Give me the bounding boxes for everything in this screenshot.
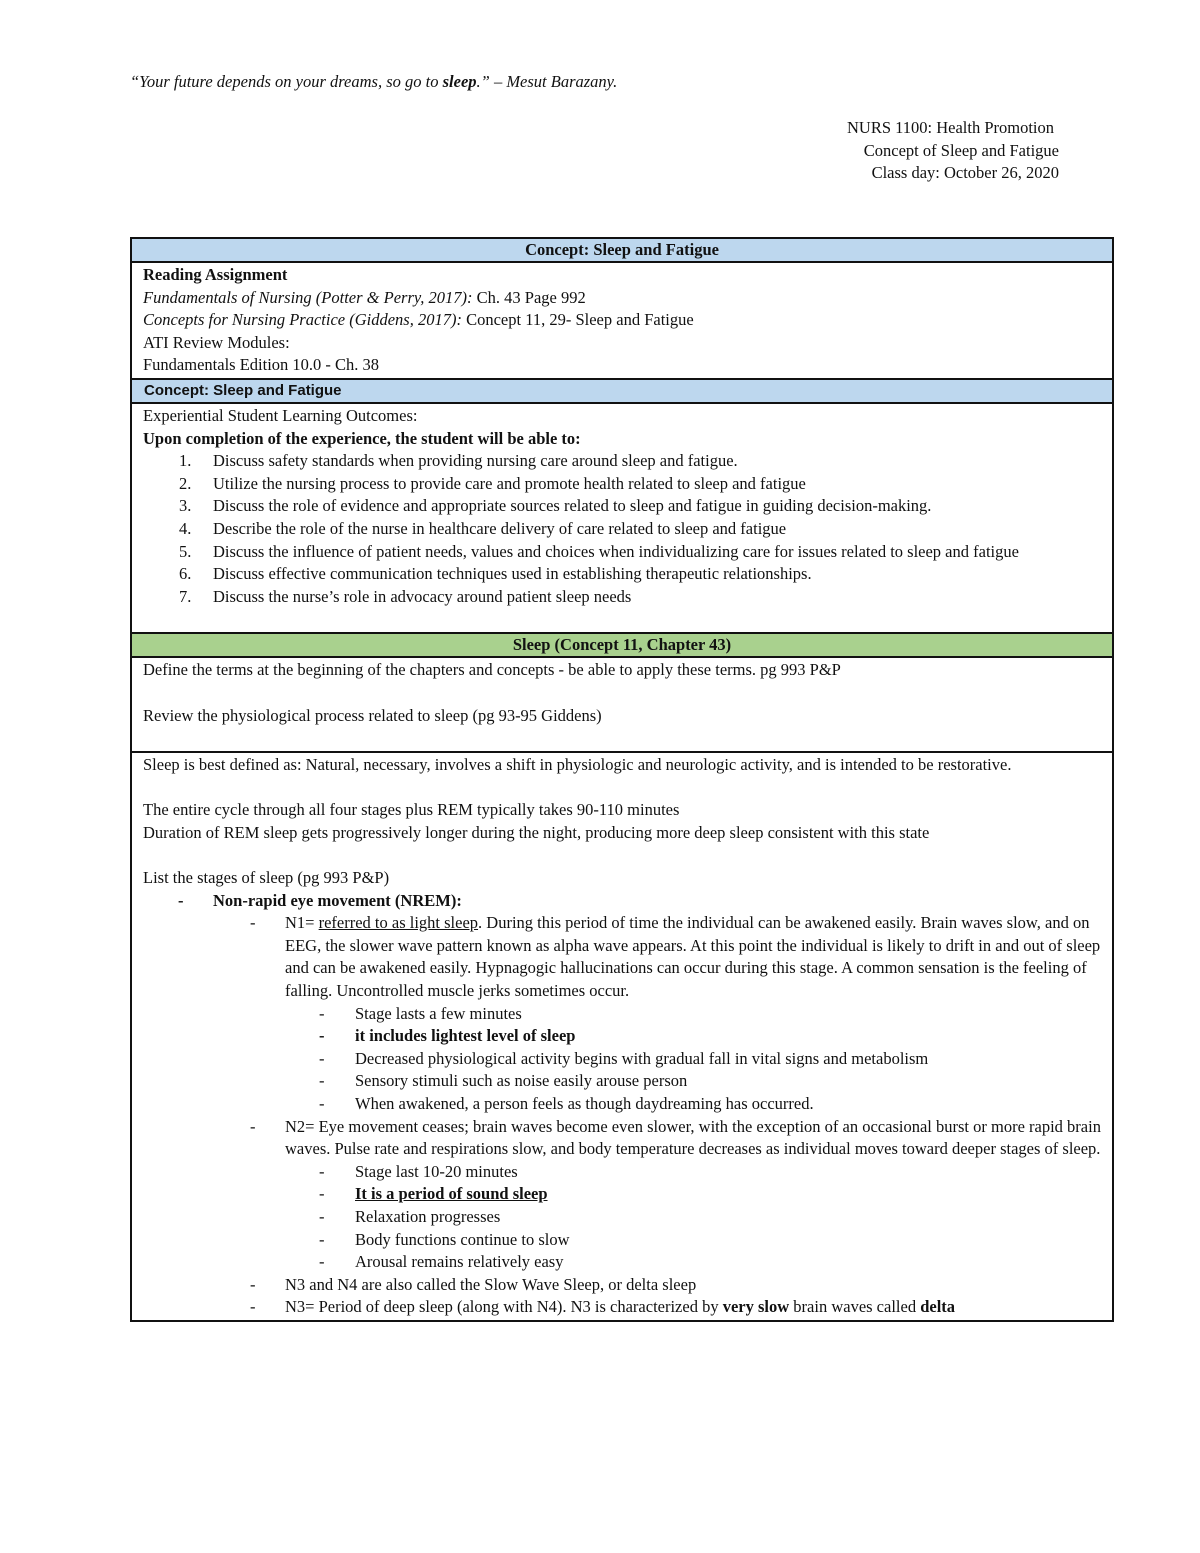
list-item: 2. Utilize the nursing process to provide care and promote health related to sleep and fatigue: [179, 473, 806, 493]
ati-modules: ATI Review Modules:: [143, 332, 290, 352]
list-item: - Body functions continue to slow: [319, 1229, 570, 1249]
section-header-outcomes: Concept: Sleep and Fatigue: [131, 379, 1113, 403]
list-item: - Relaxation progresses: [319, 1206, 501, 1226]
list-item: 3. Discuss the role of evidence and appropriate sources related to sleep and fatigue in guiding decision-making.: [179, 496, 932, 516]
section-header-sleep: Sleep (Concept 11, Chapter 43): [131, 633, 1113, 657]
course-header: [847, 117, 1059, 185]
nrem-heading: - Non-rapid eye movement (NREM):: [178, 890, 462, 910]
reading-ref-potter: Fundamentals of Nursing (Potter & Perry, 2017): Ch. 43 Page 992: [143, 287, 586, 307]
n3-paragraph: - N3= Period of deep sleep (along with N4). N3 is characterized by very slow brain waves called delta: [250, 1297, 956, 1317]
reading-assignment-title: Reading Assignment: [143, 265, 288, 284]
list-item: 6. Discuss effective communication techniques used in establishing therapeutic relationships.: [179, 564, 812, 584]
n3-n4-note: - N3 and N4 are also called the Slow Wave Sleep, or delta sleep: [250, 1274, 697, 1294]
sleep-stages-cell: [131, 752, 1113, 1321]
list-item: - It is a period of sound sleep: [319, 1184, 548, 1204]
outcomes-intro: Experiential Student Learning Outcomes:: [143, 405, 418, 425]
n1-paragraph: - N1= referred to as light sleep. During this period of time the individual can be awakened easily. Brain waves slow, and on EEG, the slower wave pattern known as alpha wave appears. At this point the individual is likely to drift in and out of sleep and can be awakened easily. Hypnagogic hallucinations can occur during this stage. A common sensation is the feeling of falling. Uncontrolled muscle jerks sometimes occur.: [250, 913, 1101, 1001]
terms-cell: [131, 657, 1113, 752]
list-item: 1. Discuss safety standards when providing nursing care around sleep and fatigue.: [179, 451, 738, 471]
epigraph-quote: “Your future depends on your dreams, so go to sleep.” – Mesut Barazany.: [130, 72, 618, 91]
list-item: - it includes lightest level of sleep: [319, 1026, 576, 1046]
sleep-definition: Sleep is best defined as: Natural, necessary, involves a shift in physiologic and neurologic activity, and is intended to be restorative.: [143, 755, 1012, 775]
n2-paragraph: - N2= Eye movement ceases; brain waves become even slower, with the exception of an occasional burst or more rapid brain waves. Pulse rate and respirations slow, and body temperature decreases as individual moves toward deeper stages of sleep.: [250, 1116, 1101, 1159]
list-stages: List the stages of sleep (pg 993 P&P): [143, 868, 390, 888]
list-item: - Arousal remains relatively easy: [319, 1252, 564, 1272]
list-item: 5. Discuss the influence of patient needs, values and choices when individualizing care for issues related to sleep and fatigue: [179, 541, 1019, 561]
list-item: 7. Discuss the nurse’s role in advocacy around patient sleep needs: [179, 586, 632, 606]
list-item: - Stage lasts a few minutes: [319, 1003, 522, 1023]
list-item: 4. Describe the role of the nurse in healthcare delivery of care related to sleep and fatigue: [179, 518, 787, 538]
ati-edition: Fundamentals Edition 10.0 - Ch. 38: [143, 355, 380, 375]
class-day: Class day: October 26, 2020: [871, 163, 1059, 182]
outcomes-cell: [131, 403, 1113, 633]
course-title: NURS 1100: Health Promotion: [846, 118, 1054, 137]
sleep-cycle: The entire cycle through all four stages plus REM typically takes 90-110 minutes: [143, 800, 680, 820]
concept-title: Concept of Sleep and Fatigue: [863, 140, 1059, 160]
list-item: - Stage last 10-20 minutes: [319, 1161, 518, 1181]
outcomes-upon: Upon completion of the experience, the student will be able to:: [143, 428, 581, 448]
list-item: - Sensory stimuli such as noise easily arouse person: [319, 1071, 688, 1091]
review-process: Review the physiological process related to sleep (pg 93-95 Giddens): [143, 705, 602, 725]
section-header-concept: Concept: Sleep and Fatigue: [131, 238, 1113, 262]
rem-duration: Duration of REM sleep gets progressively longer during the night, producing more deep sleep consistent with this state: [143, 822, 930, 842]
outcomes-list: [143, 450, 1101, 608]
reading-assignment-cell: [131, 262, 1113, 379]
define-terms: Define the terms at the beginning of the chapters and concepts - be able to apply these terms. pg 993 P&P: [143, 660, 841, 680]
list-item: - When awakened, a person feels as though daydreaming has occurred.: [319, 1094, 814, 1113]
concept-table: [130, 237, 1114, 1322]
list-item: - Decreased physiological activity begins with gradual fall in vital signs and metabolism: [319, 1048, 929, 1068]
reading-ref-giddens: Concepts for Nursing Practice (Giddens, 2017): Concept 11, 29- Sleep and Fatigue: [143, 310, 694, 330]
